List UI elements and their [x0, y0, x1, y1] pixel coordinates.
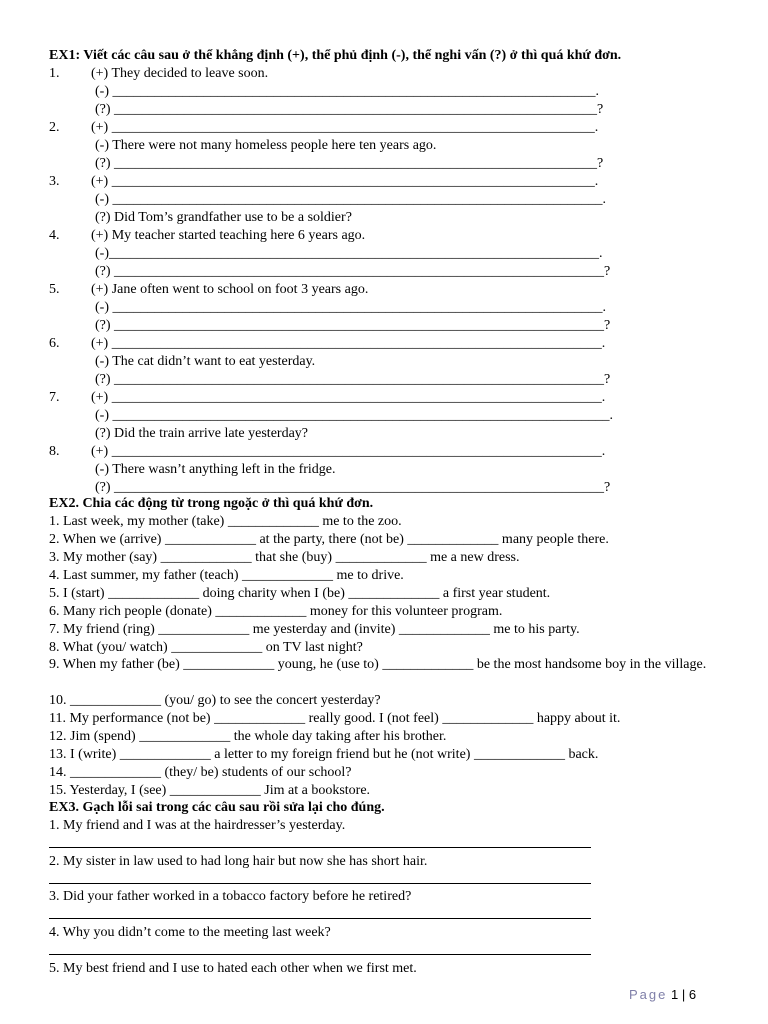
- ex1-item-2-positive: (+) _____________________________________________________________________.: [91, 120, 599, 135]
- ex1-item-3-negative: (-) ______________________________________________________________________.: [95, 192, 606, 207]
- ex2-item-14: 14. _____________ (they/ be) students of our school?: [49, 765, 352, 780]
- ex1-item-4-positive: (+) My teacher started teaching here 6 years ago.: [91, 228, 366, 243]
- ex1-item-7-positive: (+) ______________________________________________________________________.: [91, 390, 606, 405]
- ex1-item-4-negative: (-)______________________________________________________________________.: [95, 246, 603, 261]
- ex1-item-7-question: (?) Did the train arrive late yesterday?: [95, 426, 309, 441]
- ex2-item-9: 9. When my father (be) _____________ young, he (use to) _____________ be the most handsome boy in the village.: [49, 657, 707, 672]
- total-pages: 6: [688, 987, 697, 1002]
- ex2-item-1: 1. Last week, my mother (take) _____________ me to the zoo.: [49, 514, 402, 529]
- ex3-item-5: 5. My best friend and I use to hated each other when we first met.: [49, 961, 417, 976]
- ex2-item-5: 5. I (start) _____________ doing charity when I (be) _____________ a first year student.: [49, 586, 551, 601]
- ex2-item-7: 7. My friend (ring) _____________ me yesterday and (invite) _____________ me to his party.: [49, 622, 580, 637]
- page-number: 1: [671, 987, 679, 1002]
- ex1-item-6-number: 6.: [49, 336, 60, 351]
- ex2-title: EX2. Chia các động từ trong ngoặc ở thì quá khứ đơn.: [49, 496, 374, 511]
- ex3-title: EX3. Gạch lỗi sai trong các câu sau rồi sửa lại cho đúng.: [49, 800, 385, 815]
- ex1-item-5-question: (?) ______________________________________________________________________?: [95, 318, 611, 333]
- ex2-item-3: 3. My mother (say) _____________ that she (buy) _____________ me a new dress.: [49, 550, 520, 565]
- ex1-item-7-negative: (-) _______________________________________________________________________.: [95, 408, 613, 423]
- page-footer: [629, 987, 696, 1003]
- ex1-item-2-question: (?) _____________________________________________________________________?: [95, 156, 604, 171]
- ex1-item-1-number: 1.: [49, 66, 60, 81]
- ex1-item-5-negative: (-) ______________________________________________________________________.: [95, 300, 606, 315]
- ex2-item-4: 4. Last summer, my father (teach) _____________ me to drive.: [49, 568, 404, 583]
- ex1-item-5-number: 5.: [49, 282, 60, 297]
- ex3-item-4: 4. Why you didn’t come to the meeting last week?: [49, 925, 331, 940]
- ex2-item-13: 13. I (write) _____________ a letter to my foreign friend but he (not write) _____________ back.: [49, 747, 599, 762]
- ex3-item-3: 3. Did your father worked in a tobacco factory before he retired?: [49, 889, 412, 904]
- ex2-item-8: 8. What (you/ watch) _____________ on TV last night?: [49, 640, 363, 655]
- ex2-item-2: 2. When we (arrive) _____________ at the party, there (not be) _____________ many people there.: [49, 532, 609, 547]
- ex3-answer-line-3: [49, 918, 591, 919]
- ex1-item-3-positive: (+) _____________________________________________________________________.: [91, 174, 599, 189]
- ex3-answer-line-4: [49, 954, 591, 955]
- ex1-item-1-positive: (+) They decided to leave soon.: [91, 66, 269, 81]
- ex2-item-11: 11. My performance (not be) _____________ really good. I (not feel) _____________ happy about it.: [49, 711, 621, 726]
- ex1-item-2-negative: (-) There were not many homeless people here ten years ago.: [95, 138, 437, 153]
- ex1-item-6-positive: (+) ______________________________________________________________________.: [91, 336, 606, 351]
- ex1-item-1-negative: (-) _____________________________________________________________________.: [95, 84, 599, 99]
- ex2-item-15: 15. Yesterday, I (see) _____________ Jim at a bookstore.: [49, 783, 371, 798]
- ex1-item-8-question: (?) ______________________________________________________________________?: [95, 480, 611, 495]
- ex1-item-4-number: 4.: [49, 228, 60, 243]
- ex1-item-6-negative: (-) The cat didn’t want to eat yesterday.: [95, 354, 316, 369]
- page-separator: |: [681, 987, 686, 1002]
- ex1-item-8-positive: (+) ______________________________________________________________________.: [91, 444, 606, 459]
- ex1-item-6-question: (?) ______________________________________________________________________?: [95, 372, 611, 387]
- ex3-answer-line-1: [49, 847, 591, 848]
- ex1-item-1-question: (?) _____________________________________________________________________?: [95, 102, 604, 117]
- ex1-title: EX1: Viết các câu sau ở thể khẳng định (+), thể phủ định (-), thể nghi vấn (?) ở thì quá khứ đơn.: [49, 48, 622, 63]
- ex1-item-8-number: 8.: [49, 444, 60, 459]
- ex1-item-7-number: 7.: [49, 390, 60, 405]
- page-label: Page: [629, 987, 668, 1002]
- ex2-item-10: 10. _____________ (you/ go) to see the concert yesterday?: [49, 693, 381, 708]
- ex3-answer-line-2: [49, 883, 591, 884]
- ex3-item-2: 2. My sister in law used to had long hair but now she has short hair.: [49, 854, 428, 869]
- ex1-item-4-question: (?) ______________________________________________________________________?: [95, 264, 611, 279]
- ex1-item-3-number: 3.: [49, 174, 60, 189]
- ex2-item-6: 6. Many rich people (donate) _____________ money for this volunteer program.: [49, 604, 503, 619]
- ex2-item-12: 12. Jim (spend) _____________ the whole day taking after his brother.: [49, 729, 447, 744]
- ex1-item-3-question: (?) Did Tom’s grandfather use to be a soldier?: [95, 210, 352, 225]
- ex1-item-5-positive: (+) Jane often went to school on foot 3 years ago.: [91, 282, 369, 297]
- ex3-item-1: 1. My friend and I was at the hairdresser’s yesterday.: [49, 818, 346, 833]
- ex1-item-8-negative: (-) There wasn’t anything left in the fridge.: [95, 462, 336, 477]
- ex1-item-2-number: 2.: [49, 120, 60, 135]
